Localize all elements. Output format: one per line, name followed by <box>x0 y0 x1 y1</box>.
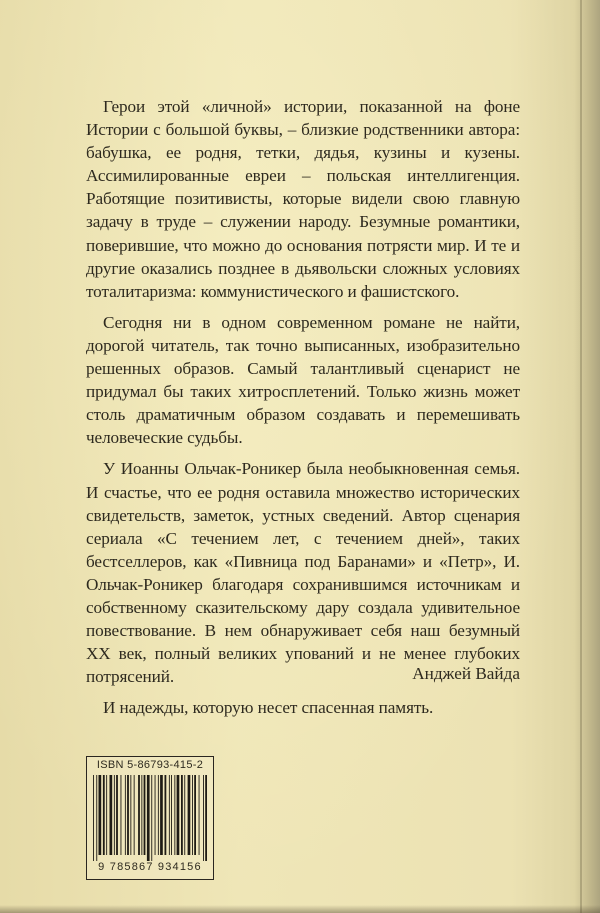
spine-edge <box>574 0 600 913</box>
barcode-bar <box>134 775 135 855</box>
barcode-bar <box>171 775 172 855</box>
barcode-bar <box>158 775 159 855</box>
barcode-bar <box>93 775 94 861</box>
bottom-edge <box>0 905 600 913</box>
barcode-number: 9 785867 934156 <box>98 861 202 873</box>
barcode-bar <box>141 775 142 855</box>
paragraph-1: Герои этой «личной» истории, показанной на фоне Истории с большой буквы, – близкие родственники автора: бабушка, ее родня, тетки, дядья, кузины и кузены. Ассимилированные евреи – польская интеллигенция. Работящие позитивисты, которые видели свою главную задачу в труде – служении народу. Безумные романтики, поверившие, что можно до основания потрясти мир. И те и другие оказались позднее в дьявольски сложных условиях тоталитаризма: коммунистического и фашистского. <box>86 97 520 301</box>
barcode-bar <box>125 775 126 855</box>
barcode-bar <box>174 775 175 855</box>
barcode-bar <box>110 775 113 855</box>
barcode-bar <box>199 775 200 855</box>
barcode-bar <box>203 775 204 861</box>
paragraph-2: Сегодня ни в одном современном романе не найти, дорогой читатель, так точно выписанных, изобразительно решенных образов. Самый талантливый сценарист не придумал бы таких хитросплетений. Только жизнь может столь драматичным образом создавать и перемешивать человеческие судьбы. <box>86 312 520 448</box>
barcode-bar <box>127 775 129 855</box>
barcode-bar <box>181 775 183 855</box>
barcode-bar <box>144 775 146 855</box>
paragraph-3: У Иоанны Ольчак-Роникер была необыкновенная семья. И счастье, что ее родня оставила множество исторических свидетельств, заметок, устных сведений. Автор сценария сериала «С течением лет, с течением дней», таких бестселлеров, как «Пивница под Баранами» и «Петр», И. Ольчак-Роникер благодаря сохранившимся источникам и собственному сказительскому дару создала удивительное повествование. В нем обнаруживает себя наш безумный XX век, полный великих упований и не менее глубоких потрясений. <box>86 459 520 687</box>
barcode-bar <box>165 775 167 855</box>
barcode-bar <box>205 775 207 861</box>
annotation-text <box>86 95 520 727</box>
barcode-bar <box>160 775 163 855</box>
barcode-bar <box>177 775 180 855</box>
barcode-bar <box>184 775 185 855</box>
barcode-bar <box>96 775 97 861</box>
barcode-block <box>86 756 214 880</box>
barcode-bar <box>116 775 118 855</box>
barcode-bar <box>155 775 156 855</box>
barcode-bar <box>169 775 170 855</box>
barcode-bar <box>114 775 115 855</box>
barcode-bar <box>138 775 140 855</box>
barcode-bar <box>103 775 105 855</box>
isbn-label: ISBN 5-86793-415-2 <box>96 759 204 771</box>
barcode-bar <box>121 775 122 855</box>
barcode-bar <box>194 775 196 855</box>
barcode-bar <box>188 775 191 855</box>
barcode-bar <box>130 775 131 855</box>
barcode-bar <box>147 775 150 861</box>
author-signature: Анджей Вайда <box>412 664 520 683</box>
barcode-icon <box>90 775 210 861</box>
barcode-bar <box>151 775 152 861</box>
barcode-bar <box>99 775 102 855</box>
paragraph-4: И надежды, которую несет спасенная память. <box>103 698 434 718</box>
barcode-bar <box>106 775 107 855</box>
barcode-bar <box>192 775 193 855</box>
